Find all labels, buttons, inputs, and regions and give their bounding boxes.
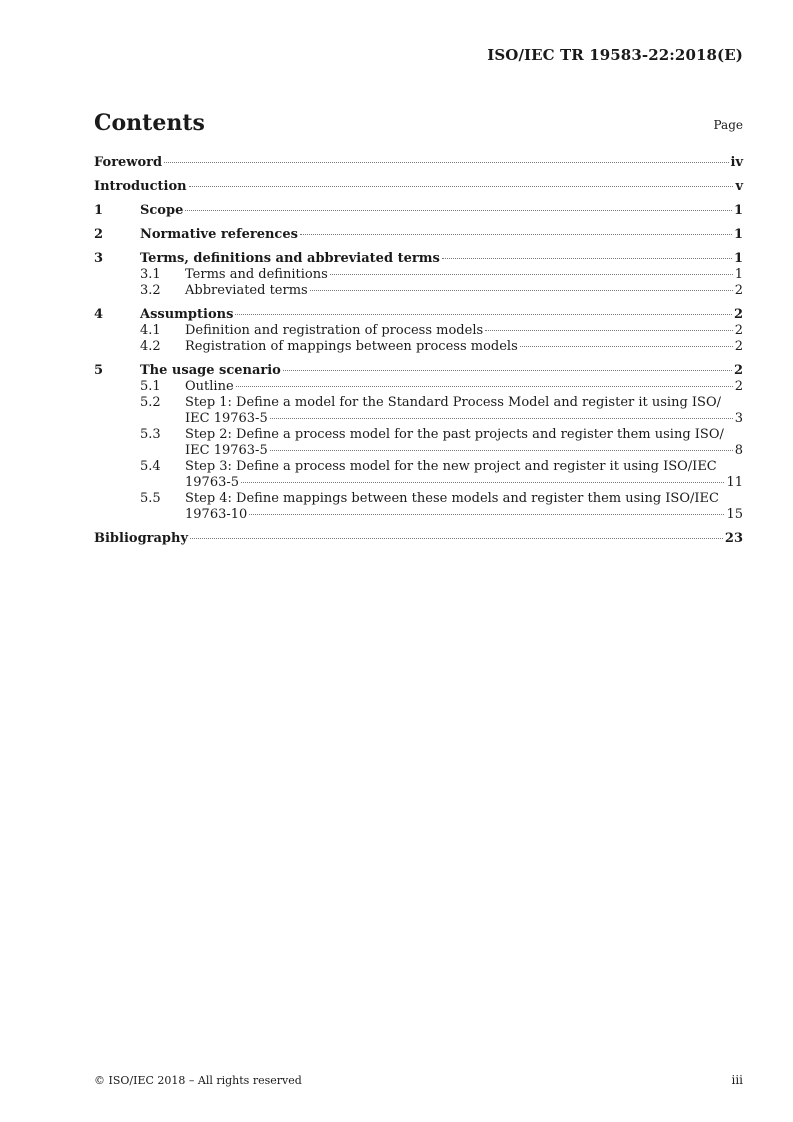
toc-entry-title: Scope <box>140 203 184 218</box>
toc-entry-title: Abbreviated terms <box>185 283 308 298</box>
toc-entry-section-4-2[interactable] <box>94 339 743 355</box>
toc-entry-number: 5.1 <box>140 379 161 394</box>
toc-entry-title: Bibliography <box>94 531 189 546</box>
toc-entry-page: 1 <box>734 267 743 282</box>
toc-entry-page: 11 <box>726 475 743 490</box>
dot-leader <box>241 482 724 483</box>
toc-entry-number: 3 <box>94 251 104 266</box>
toc-entry-foreword[interactable] <box>94 155 743 171</box>
toc-entry-page: 1 <box>733 203 743 218</box>
toc-entry-title: Registration of mappings between process models <box>185 339 518 354</box>
toc-entry-title-line1: Step 4: Define mappings between these models and register them using ISO/IEC <box>185 491 719 506</box>
dot-leader <box>235 314 732 315</box>
toc-entry-page: iv <box>730 155 743 170</box>
dot-leader <box>164 162 728 163</box>
toc-entry-section-5-5[interactable] <box>94 491 743 523</box>
dot-leader <box>520 346 733 347</box>
toc-entry-number: 5.5 <box>140 491 161 506</box>
toc-entry-page: 2 <box>734 339 743 354</box>
toc-entry-number: 5.2 <box>140 395 161 410</box>
toc-entry-number: 4.2 <box>140 339 161 354</box>
page-column-label: Page <box>713 118 743 132</box>
toc-entry-page: 2 <box>734 283 743 298</box>
toc-entry-title-line1: Step 3: Define a process model for the new project and register it using ISO/IEC <box>185 459 717 474</box>
dot-leader <box>190 538 723 539</box>
document-code: ISO/IEC TR 19583-22:2018(E) <box>487 46 743 64</box>
toc-entry-title-line1: Step 2: Define a process model for the past projects and register them using ISO/ <box>185 427 724 442</box>
toc-entry-number: 5 <box>94 363 104 378</box>
dot-leader <box>300 234 732 235</box>
dot-leader <box>270 450 733 451</box>
toc-entry-number: 3.1 <box>140 267 161 282</box>
toc-entry-section-5[interactable] <box>94 363 743 379</box>
toc-entry-section-5-1[interactable] <box>94 379 743 395</box>
dot-leader <box>283 370 732 371</box>
toc-entry-title: Terms and definitions <box>185 267 328 282</box>
toc-entry-section-3-2[interactable] <box>94 283 743 299</box>
toc-entry-page: v <box>735 179 743 194</box>
toc-entry-title: Foreword <box>94 155 163 170</box>
toc-entry-section-4-1[interactable] <box>94 323 743 339</box>
dot-leader <box>310 290 733 291</box>
dot-leader <box>270 418 733 419</box>
dot-leader <box>249 514 724 515</box>
toc-entry-section-3-1[interactable] <box>94 267 743 283</box>
toc-entry-page: 1 <box>733 227 743 242</box>
toc-entry-section-5-3[interactable] <box>94 427 743 459</box>
toc-entry-page: 8 <box>734 443 743 458</box>
toc-entry-section-4[interactable] <box>94 307 743 323</box>
toc-entry-section-1[interactable] <box>94 203 743 219</box>
toc-entry-title-line1: Step 1: Define a model for the Standard Process Model and register it using ISO/ <box>185 395 721 410</box>
toc-entry-bibliography[interactable] <box>94 531 743 547</box>
footer-page-number: iii <box>731 1073 743 1087</box>
toc-entry-page: 1 <box>733 251 743 266</box>
toc-entry-page: 2 <box>733 307 743 322</box>
toc-entry-page: 3 <box>734 411 743 426</box>
toc-entry-number: 2 <box>94 227 104 242</box>
contents-heading: Contents <box>94 110 205 136</box>
dot-leader <box>189 186 734 187</box>
toc-entry-number: 5.3 <box>140 427 161 442</box>
toc-entry-page: 2 <box>734 379 743 394</box>
footer-copyright: © ISO/IEC 2018 – All rights reserved <box>94 1074 302 1087</box>
toc-entry-title-line2: IEC 19763-5 <box>185 443 268 458</box>
dot-leader <box>185 210 732 211</box>
toc-entry-number: 5.4 <box>140 459 161 474</box>
dot-leader <box>236 386 733 387</box>
toc-entry-title-line2: 19763-5 <box>185 475 240 490</box>
toc-entry-title: Normative references <box>140 227 298 242</box>
toc-entry-page: 2 <box>733 363 743 378</box>
toc-entry-title: Assumptions <box>140 307 234 322</box>
table-of-contents <box>94 155 743 547</box>
toc-entry-section-5-2[interactable] <box>94 395 743 427</box>
toc-entry-introduction[interactable] <box>94 179 743 195</box>
toc-entry-title: The usage scenario <box>140 363 281 378</box>
toc-entry-number: 4.1 <box>140 323 161 338</box>
toc-entry-title: Introduction <box>94 179 187 194</box>
dot-leader <box>442 258 732 259</box>
toc-entry-section-3[interactable] <box>94 251 743 267</box>
toc-entry-title: Outline <box>185 379 234 394</box>
toc-entry-title-line2: 19763-10 <box>185 507 248 522</box>
toc-entry-title: Terms, definitions and abbreviated terms <box>140 251 440 266</box>
toc-entry-page: 23 <box>724 531 743 546</box>
toc-entry-section-5-4[interactable] <box>94 459 743 491</box>
toc-entry-page: 2 <box>734 323 743 338</box>
toc-entry-section-2[interactable] <box>94 227 743 243</box>
toc-entry-page: 15 <box>726 507 743 522</box>
dot-leader <box>330 274 733 275</box>
toc-entry-number: 1 <box>94 203 104 218</box>
toc-entry-title-line2: IEC 19763-5 <box>185 411 268 426</box>
toc-entry-number: 4 <box>94 307 104 322</box>
toc-entry-title: Definition and registration of process models <box>185 323 484 338</box>
dot-leader <box>485 330 733 331</box>
toc-entry-number: 3.2 <box>140 283 161 298</box>
